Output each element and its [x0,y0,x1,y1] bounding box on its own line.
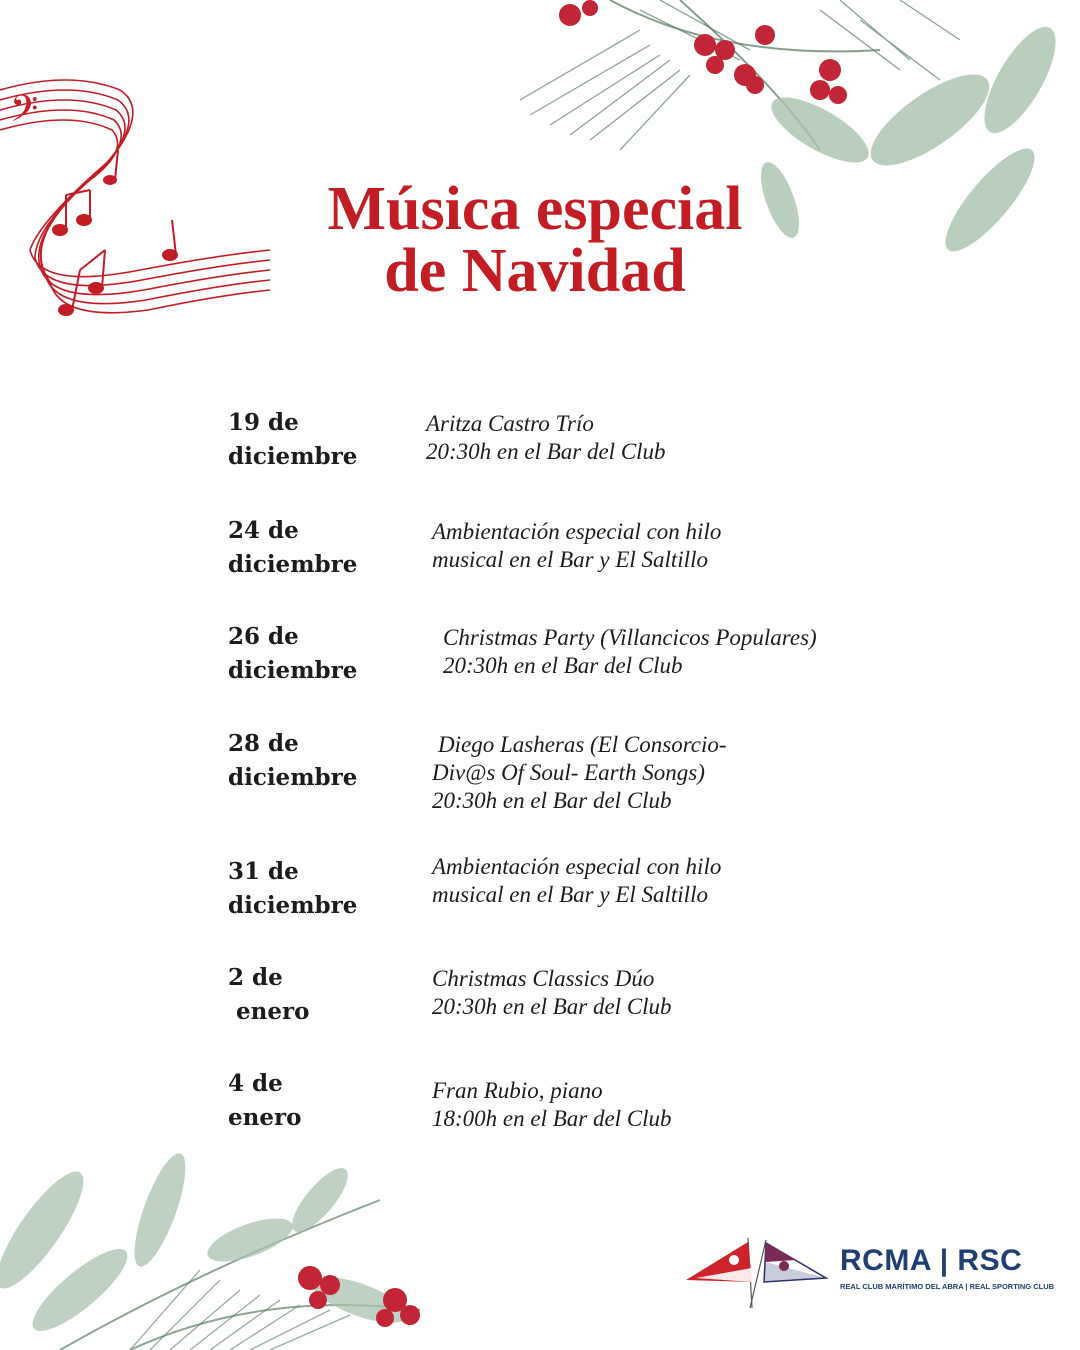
event-description [432,853,872,909]
event-line: Aritza Castro Trío [426,411,594,436]
event-date: 19 de diciembre [228,409,358,470]
event-description [432,731,872,815]
pine-branch-icon [0,1120,460,1350]
event-line: 18:00h en el Bar del Club [432,1106,672,1131]
event-description [443,624,883,680]
music-staff-icon [0,70,280,330]
event-description [426,410,866,466]
event-date: 24 de diciembre [228,517,358,578]
event-description [432,518,872,574]
event-date: 26 de diciembre [228,623,358,684]
event-date: 4 de enero [228,1070,302,1131]
club-flags-icon [686,1238,836,1308]
svg-text:𝄢: 𝄢 [10,88,39,139]
title-line-2: de Navidad [384,237,686,305]
title-line-1: Música especial [327,175,743,243]
event-line: 20:30h en el Bar del Club [432,994,672,1019]
page-title [250,175,820,305]
logo-wordmark: RCMA | RSC [840,1244,1023,1277]
event-line: musical en el Bar y El Saltillo [432,882,708,907]
logo-subtitle: REAL CLUB MARÍTIMO DEL ABRA | REAL SPORTING CLUB [840,1282,1055,1291]
event-line: Ambientación especial con hilo [432,519,722,544]
event-line: 20:30h en el Bar del Club [426,439,666,464]
event-line: Diego Lasheras (El Consorcio- [438,732,727,757]
event-description [432,965,872,1021]
event-line: Div@s Of Soul- Earth Songs) [432,760,705,785]
event-line: Fran Rubio, piano [432,1078,603,1103]
event-line: Christmas Classics Dúo [432,966,655,991]
event-description [432,1077,872,1133]
event-date: 28 de diciembre [228,730,358,791]
event-date: 2 de enero [228,964,310,1025]
event-date: 31 de diciembre [228,858,358,919]
event-line: Ambientación especial con hilo [432,854,722,879]
club-logo [686,1238,1055,1308]
event-line: 20:30h en el Bar del Club [443,653,683,678]
event-line: 20:30h en el Bar del Club [432,788,672,813]
event-line: musical en el Bar y El Saltillo [432,547,708,572]
event-line: Christmas Party (Villancicos Populares) [443,625,817,650]
